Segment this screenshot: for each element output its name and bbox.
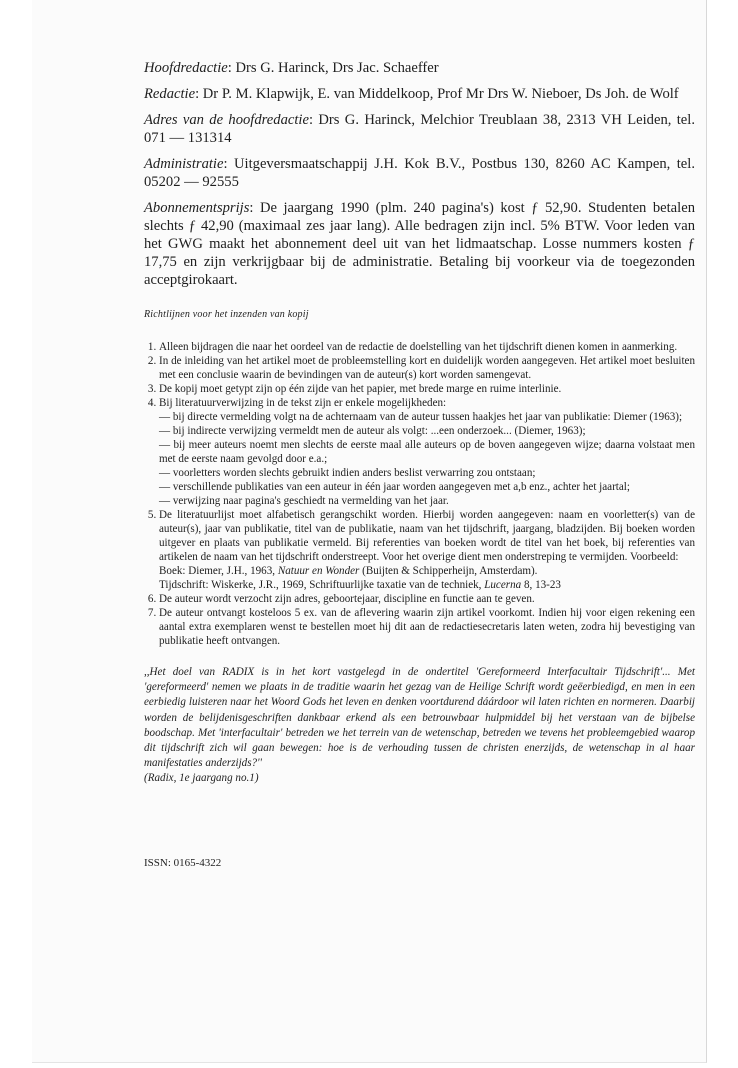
guideline-4-dash: — bij directe vermelding volgt na de achternaam van de auteur tussen haakjes het jaar van publikatie: Diemer (1963);: [159, 410, 695, 424]
quote-text: ,,Het doel van RADIX is in het kort vastgelegd in de ondertitel 'Gereformeerd Interfacultair Tijdschrift'... Met 'gereformeerd' nemen we plaats in de traditie waarin het gezag van de Heilige Schrift wordt geëerbiedigd, en men in een eerbiedig luisteren naar het Woord Gods het leven en denken voortdurend dáárdoor wil laten richten en normeren. Daarbij worden de belijdenisgeschriften dankbaar erkend als een betrouwbaar hulpmiddel bij het verstaan van de bijbelse boodschap. Met 'interfacultair' betreden we het terrein van de wetenschap, betreden we tevens het probleemgebied waarop dit tijdschrift zich wil gaan bewegen: hoe is de verhouding tussen de christen enerzijds, de wetenschap in al haar manifestaties anderzijds?'': [144, 666, 695, 770]
guideline-item: 3. De kopij moet getypt zijn op één zijde van het papier, met brede marge en ruime interlinie.: [159, 382, 695, 396]
example-book: Boek: Diemer, J.H., 1963, Natuur en Wonder (Buijten & Schipperheijn, Amsterdam).: [159, 565, 538, 577]
guideline-4-dash: — voorletters worden slechts gebruikt indien anders beslist verwarring zou ontstaan;: [159, 466, 695, 480]
info-abonnement: Abonnementsprijs: De jaargang 1990 (plm. 240 pagina's) kost ƒ 52,90. Studenten betalen slechts ƒ 42,90 (maximaal zes jaar lang). Alle bedragen zijn incl. 5% BTW. Voor leden van het GWG maakt het abonnement deel uit van het lidmaatschap. Losse nummers kosten ƒ 17,75 en zijn verkrijgbaar bij de administratie. Betaling bij voorkeur via de toegezonden acceptgirokaart.: [144, 200, 695, 288]
guideline-4-dash: — bij indirecte verwijzing vermeldt men de auteur als volgt: ...een onderzoek... (Diemer, 1963);: [159, 424, 695, 438]
guideline-4-dash: — verwijzing naar pagina's geschiedt na vermelding van het jaar.: [159, 494, 695, 508]
guideline-item: [159, 508, 695, 592]
radix-quote: [144, 665, 695, 787]
quote-source: (Radix, 1e jaargang no.1): [144, 772, 259, 785]
info-adres: Adres van de hoofdredactie: Drs G. Harinck, Melchior Treublaan 38, 2313 VH Leiden, tel. 071 — 131314: [144, 112, 695, 146]
info-hoofdredactie: Hoofdredactie: Drs G. Harinck, Drs Jac. Schaeffer: [144, 60, 439, 76]
guideline-item: [159, 396, 695, 508]
info-redactie: Redactie: Dr P. M. Klapwijk, E. van Middelkoop, Prof Mr Drs W. Nieboer, Ds Joh. de Wolf: [144, 86, 679, 102]
guideline-item: 2. In de inleiding van het artikel moet de probleemstelling kort en duidelijk worden aangegeven. Het artikel moet besluiten met een conclusie waarin de bevindingen van de auteur(s) kort worden samengevat.: [159, 354, 695, 382]
guideline-5-text: De literatuurlijst moet alfabetisch gerangschikt worden. Hierbij worden aangegeven: naam en voorletter(s) van de auteur(s), jaar van publikatie, titel van de publikatie, naam van het tijdschrift, jaargang, bladzijden. Bij boeken worden uitgever en plaats van publikatie vermeld. Bij referenties van boeken wordt de titel van het boek, bij referenties van artikelen de naam van het tijdschrift onderstreept. Voor het overige dient men onderstreping te vermijden. Voorbeeld:: [159, 509, 695, 563]
guidelines-heading: Richtlijnen voor het inzenden van kopij: [144, 309, 309, 320]
publication-info: [144, 59, 695, 289]
guideline-item: 7. De auteur ontvangt kosteloos 5 ex. van de aflevering waarin zijn artikel voorkomt. Indien hij voor eigen rekening een aantal extra exemplaren wenst te bestellen moet hij dit aan de redactiesecretaris laten weten, zodra hij bevestiging van publikatie heeft ontvangen.: [159, 606, 695, 648]
guideline-4-dash: — bij meer auteurs noemt men slechts de eerste maal alle auteurs op de boven aangegeven wijze; daarna volstaat men met de eerste naam gevolgd door e.a.;: [159, 438, 695, 466]
guideline-4-dash: — verschillende publikaties van een auteur in één jaar worden aangegeven met a,b enz., achter het jaartal;: [159, 480, 695, 494]
guideline-4-intro: Bij literatuurverwijzing in de tekst zijn er enkele mogelijkheden:: [159, 397, 447, 409]
colophon-content: [144, 59, 695, 869]
guideline-item: 6. De auteur wordt verzocht zijn adres, geboortejaar, discipline en functie aan te geven.: [159, 592, 695, 606]
guidelines-list: [144, 340, 695, 648]
issn: ISSN: 0165-4322: [144, 856, 222, 869]
info-administratie: Administratie: Uitgeversmaatschappij J.H. Kok B.V., Postbus 130, 8260 AC Kampen, tel. 05202 — 92555: [144, 156, 695, 190]
example-journal: Tijdschrift: Wiskerke, J.R., 1969, Schriftuurlijke taxatie van de techniek, Lucerna 8, 13-23: [159, 579, 561, 591]
guideline-item: 1. Alleen bijdragen die naar het oordeel van de redactie de doelstelling van het tijdschrift dienen komen in aanmerking.: [159, 340, 695, 354]
